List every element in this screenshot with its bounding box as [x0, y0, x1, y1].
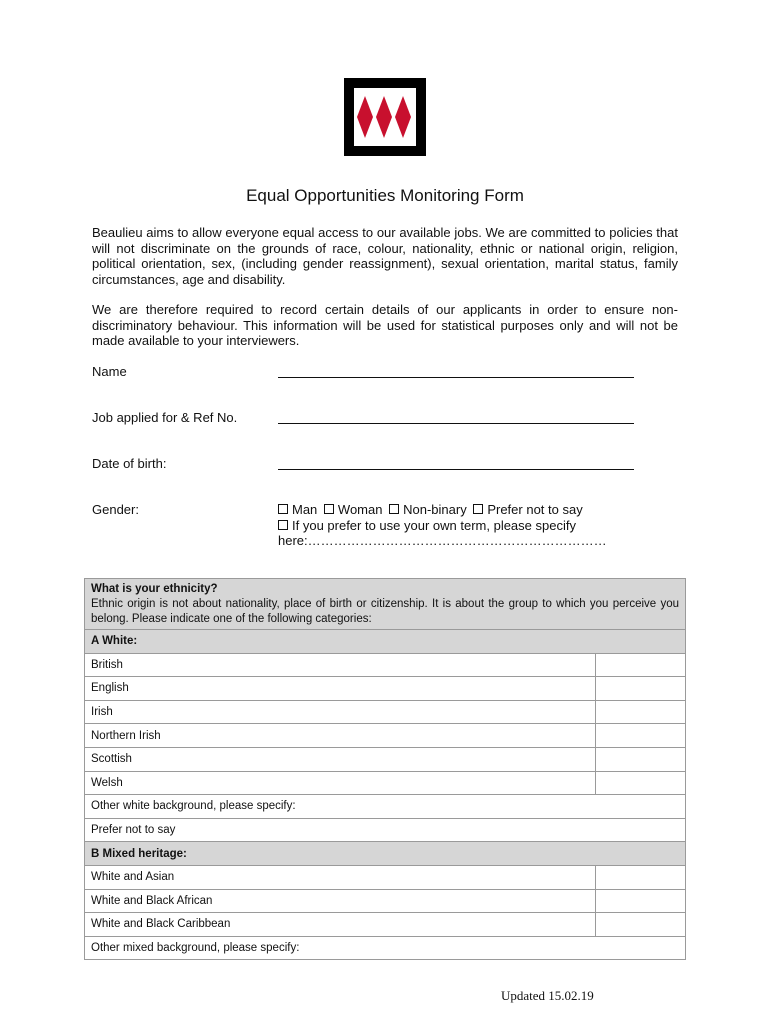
option-label: British [85, 653, 596, 677]
beaulieu-logo [344, 78, 426, 156]
option-label: White and Black Caribbean [85, 913, 596, 937]
red-diamonds-icon [344, 78, 426, 156]
option-checkbox-cell[interactable] [596, 889, 686, 913]
non-binary-checkbox[interactable] [389, 504, 399, 514]
option-label: Northern Irish [85, 724, 596, 748]
option-label-specify[interactable]: Other white background, please specify: [85, 795, 686, 819]
option-checkbox-cell[interactable] [596, 724, 686, 748]
intro-paragraph: Beaulieu aims to allow everyone equal access to our available jobs. We are committed to policies that will not discriminate on the grounds of race, colour, nationality, ethnic or national origin, religion, political orientation, sex, (including gender reassignment), sexual orientation, marital status, family circumstances, age and disability. [92, 225, 678, 287]
man-label: Man [292, 502, 318, 517]
table-row [85, 653, 686, 677]
table-row [85, 677, 686, 701]
option-checkbox-cell[interactable] [596, 747, 686, 771]
own-term-field[interactable]: here:…………………………………………………………… [278, 533, 607, 549]
non-binary-label: Non-binary [403, 502, 467, 517]
woman-label: Woman [337, 502, 383, 517]
man-checkbox[interactable] [278, 504, 288, 514]
option-checkbox-cell[interactable] [596, 913, 686, 937]
option-label-specify[interactable]: Other mixed background, please specify: [85, 936, 686, 960]
table-row [85, 913, 686, 937]
ethnicity-question: What is your ethnicity? [91, 583, 218, 595]
own-term-label: If you prefer to use your own term, please specify [292, 517, 576, 533]
group-heading-white: A White: [85, 630, 686, 654]
option-label: Irish [85, 700, 596, 724]
option-checkbox-cell[interactable] [596, 653, 686, 677]
table-row [85, 795, 686, 819]
own-term-checkbox[interactable] [278, 520, 288, 530]
gender-label: Gender: [92, 502, 139, 517]
table-row [85, 865, 686, 889]
table-row [85, 818, 686, 842]
name-label: Name [92, 364, 127, 379]
woman-checkbox[interactable] [324, 504, 334, 514]
option-label: White and Black African [85, 889, 596, 913]
table-row [85, 771, 686, 795]
table-row [85, 747, 686, 771]
table-row [85, 700, 686, 724]
option-checkbox-cell[interactable] [596, 700, 686, 724]
table-row [85, 724, 686, 748]
option-checkbox-cell[interactable] [596, 865, 686, 889]
name-field[interactable] [278, 377, 634, 378]
dob-field[interactable] [278, 469, 634, 470]
job-label: Job applied for & Ref No. [92, 410, 238, 425]
ethnicity-question-cell [85, 579, 686, 630]
ethnicity-description: Ethnic origin is not about nationality, place of birth or citizenship. It is about the group to which you perceive you belong. Please indicate one of the following categories: [91, 598, 679, 625]
option-label-specify[interactable]: Prefer not to say [85, 818, 686, 842]
table-row [85, 889, 686, 913]
option-checkbox-cell[interactable] [596, 677, 686, 701]
dob-label: Date of birth: [92, 456, 167, 471]
option-label: Welsh [85, 771, 596, 795]
option-label: Scottish [85, 747, 596, 771]
gender-options [278, 502, 678, 549]
option-label: White and Asian [85, 865, 596, 889]
ethnicity-table [84, 578, 686, 960]
group-heading-mixed: B Mixed heritage: [85, 842, 686, 866]
option-label: English [85, 677, 596, 701]
updated-date: Updated 15.02.19 [501, 988, 594, 1003]
prefer-not-to-say-checkbox[interactable] [473, 504, 483, 514]
prefer-not-to-say-label: Prefer not to say [487, 502, 583, 517]
option-checkbox-cell[interactable] [596, 771, 686, 795]
table-row [85, 936, 686, 960]
purpose-paragraph: We are therefore required to record certain details of our applicants in order to ensure non-discriminatory behaviour. This information will be used for statistical purposes only and will not be made available to your interviewers. [92, 302, 678, 349]
job-field[interactable] [278, 423, 634, 424]
page-title: Equal Opportunities Monitoring Form [246, 186, 524, 205]
